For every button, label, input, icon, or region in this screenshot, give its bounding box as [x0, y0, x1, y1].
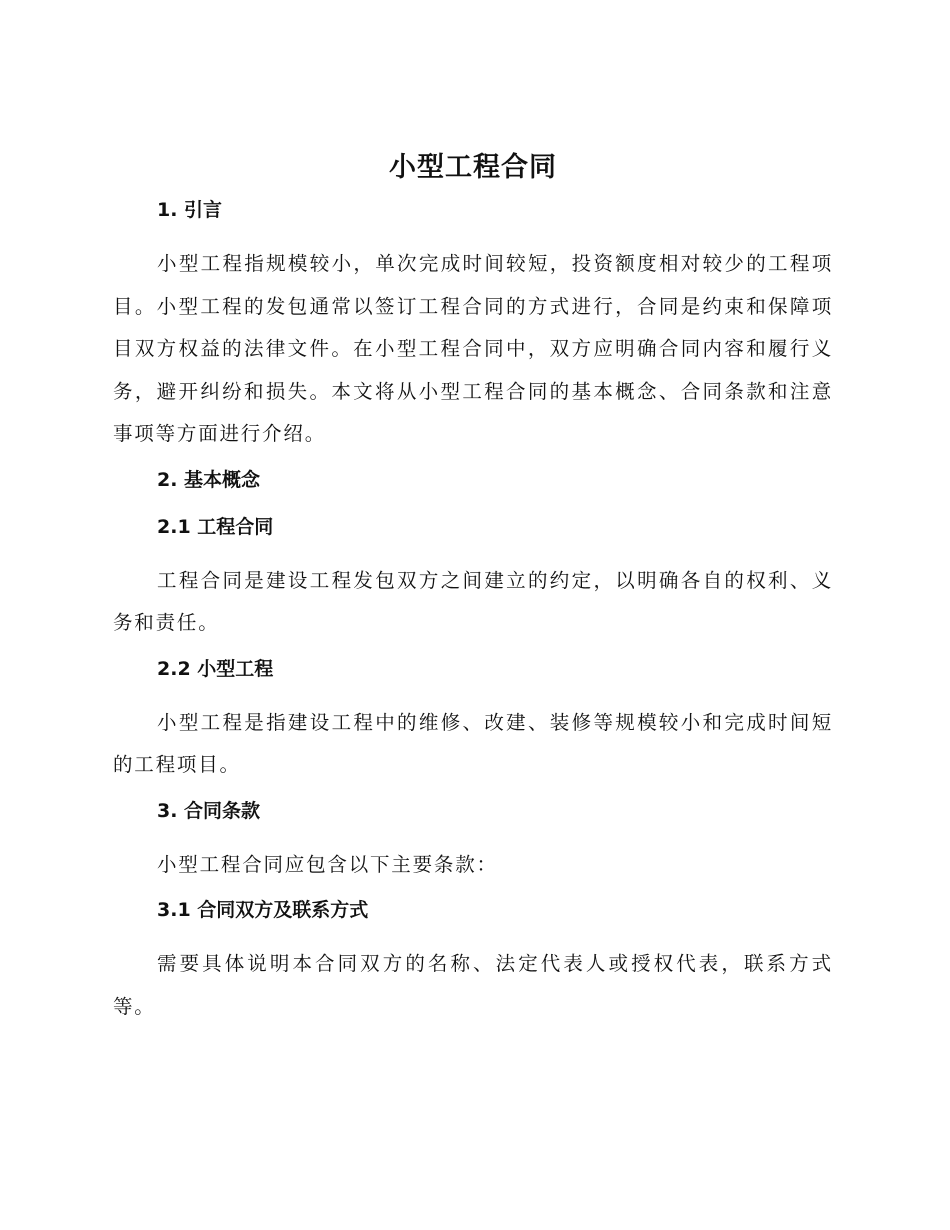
subsection-heading-engineering-contract: 2.1 工程合同 [157, 515, 274, 538]
section-heading-introduction: 1. 引言 [157, 199, 223, 221]
document-body [113, 148, 833, 1038]
paragraph-small-project: 小型工程是指建设工程中的维修、改建、装修等规模较小和完成时间短的工程项目。 [113, 710, 833, 776]
section-heading-contract-terms: 3. 合同条款 [157, 799, 261, 822]
paragraph-engineering-contract: 工程合同是建设工程发包双方之间建立的约定，以明确各自的权利、义务和责任。 [113, 568, 833, 634]
paragraph-contract-terms: 小型工程合同应包含以下主要条款： [157, 852, 498, 876]
subsection-heading-parties-contact: 3.1 合同双方及联系方式 [157, 899, 369, 921]
section-heading-basic-concepts: 2. 基本概念 [157, 468, 261, 491]
paragraph-introduction: 小型工程指规模较小，单次完成时间较短，投资额度相对较少的工程项目。小型工程的发包通常以签订工程合同的方式进行，合同是约束和保障项目双方权益的法律文件。在小型工程合同中，双方应明确合同内容和履行义务，避开纠纷和损失。本文将从小型工程合同的基本概念、合同条款和注意事项等方面进行介绍。 [113, 252, 833, 445]
paragraph-parties-contact: 需要具体说明本合同双方的名称、法定代表人或授权代表，联系方式等。 [113, 952, 833, 1018]
document-title: 小型工程合同 [389, 152, 557, 183]
subsection-heading-small-project: 2.2 小型工程 [157, 657, 274, 680]
